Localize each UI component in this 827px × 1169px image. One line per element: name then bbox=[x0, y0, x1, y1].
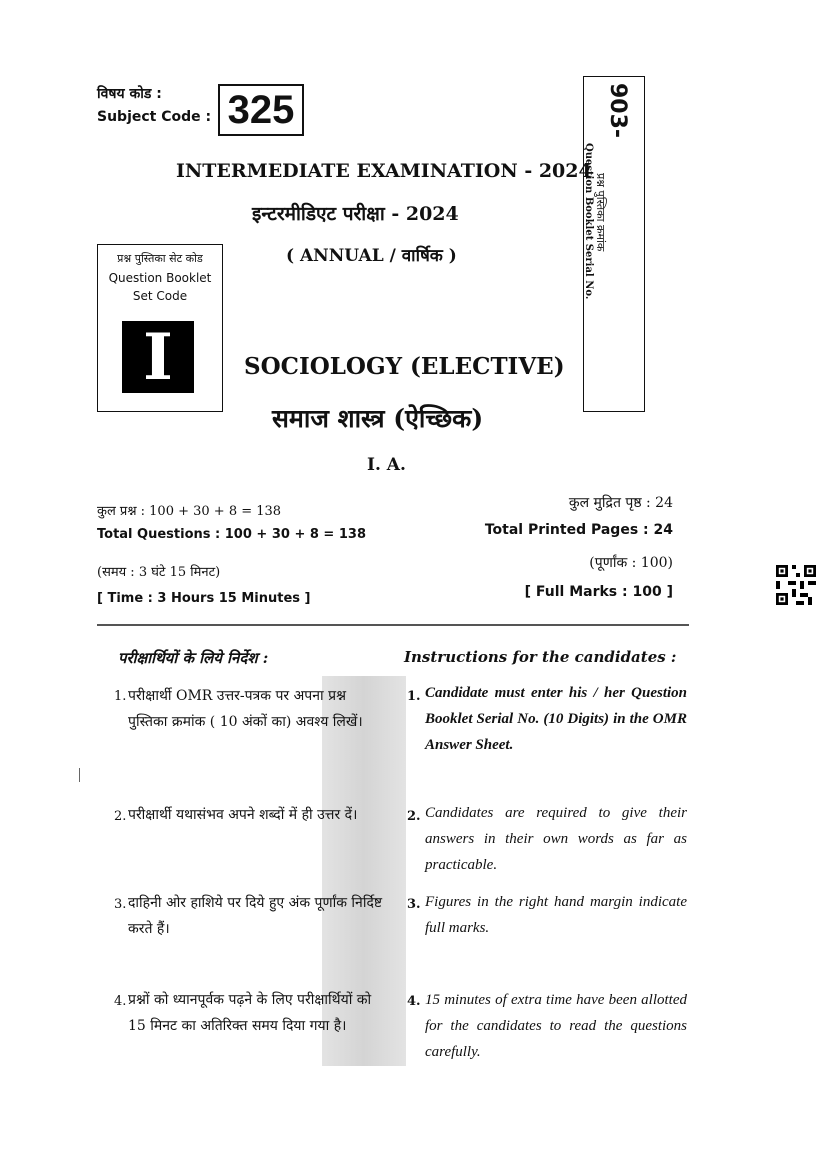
subject-name-en: SOCIOLOGY (ELECTIVE) bbox=[244, 353, 565, 380]
time-en: [ Time : 3 Hours 15 Minutes ] bbox=[97, 591, 311, 606]
full-marks-hi: (पूर्णांक : 100) bbox=[589, 555, 673, 571]
serial-number: 903- bbox=[605, 83, 630, 139]
instruction-1-hi: परीक्षार्थी OMR उत्तर-पत्रक पर अपना प्रश्न पुस्तिका क्रमांक ( 10 अंकों का) अवश्य लिखें। bbox=[128, 688, 363, 730]
instruction-4-en: 15 minutes of extra time have been allotted for the candidates to read the questions carefully. bbox=[425, 992, 687, 1060]
serial-label-en: Question Booklet Serial No. bbox=[583, 143, 594, 300]
instruction-2-num-en: 2. bbox=[407, 809, 421, 824]
instructions-heading-en: Instructions for the candidates : bbox=[404, 648, 677, 666]
margin-mark bbox=[79, 768, 80, 782]
full-marks-en: [ Full Marks : 100 ] bbox=[524, 584, 673, 600]
instruction-3-hi: दाहिनी ओर हाशिये पर दिये हुए अंक पूर्णांक निर्दिष्ट करते हैं। bbox=[128, 895, 383, 937]
instruction-2-en: Candidates are required to give their answers in their own words as far as practicable. bbox=[425, 805, 687, 873]
total-questions-en: Total Questions : 100 + 30 + 8 = 138 bbox=[97, 527, 366, 542]
set-code-label-en-2: Set Code bbox=[132, 289, 188, 303]
serial-box bbox=[583, 76, 645, 412]
instruction-3-num-en: 3. bbox=[407, 897, 421, 912]
instruction-1-num-en: 1. bbox=[407, 689, 421, 704]
printed-pages-en: Total Printed Pages : 24 bbox=[484, 522, 673, 538]
subject-code-box: 325 bbox=[218, 84, 304, 136]
instructions-heading-hi: परीक्षार्थियों के लिये निर्देश : bbox=[118, 649, 269, 667]
subject-code-label-en: Subject Code : bbox=[97, 109, 212, 125]
serial-label-hi: प्रश्न पुस्तिका क्रमांक bbox=[594, 173, 607, 252]
booklet-set-box bbox=[97, 244, 223, 412]
stream: I. A. bbox=[367, 455, 406, 475]
total-questions-hi: कुल प्रश्न : 100 + 30 + 8 = 138 bbox=[97, 504, 282, 519]
subject-name-hi: समाज शास्त्र (ऐच्छिक) bbox=[272, 404, 484, 433]
divider bbox=[97, 624, 689, 626]
qr-code-icon bbox=[776, 565, 816, 605]
instruction-3-en: Figures in the right hand margin indicate full marks. bbox=[425, 894, 687, 936]
set-code-value: I bbox=[122, 321, 194, 393]
exam-title-hi: इन्टरमीडिएट परीक्षा - 2024 bbox=[252, 203, 459, 225]
set-code-label-hi: प्रश्न पुस्तिका सेट कोड bbox=[117, 252, 203, 265]
instruction-4-num-en: 4. bbox=[407, 994, 421, 1009]
printed-pages-hi: कुल मुद्रित पृष्ठ : 24 bbox=[568, 495, 673, 511]
instruction-4-num-hi: 4. bbox=[114, 994, 127, 1009]
time-hi: (समय : 3 घंटे 15 मिनट) bbox=[97, 565, 221, 580]
instruction-1-en: Candidate must enter his / her Question Booklet Serial No. (10 Digits) in the OMR Answer Sheet. bbox=[425, 685, 687, 753]
instruction-1-num-hi: 1. bbox=[114, 689, 127, 704]
instruction-2-hi: परीक्षार्थी यथासंभव अपने शब्दों में ही उत्तर दें। bbox=[128, 807, 358, 823]
exam-title-en: INTERMEDIATE EXAMINATION - 2024 bbox=[176, 160, 592, 182]
exam-session: ( ANNUAL / वार्षिक ) bbox=[286, 246, 457, 266]
subject-code-label-hi: विषय कोड : bbox=[97, 86, 162, 102]
instruction-4-hi: प्रश्नों को ध्यानपूर्वक पढ़ने के लिए परीक्षार्थियों को 15 मिनट का अतिरिक्त समय दिया गया है। bbox=[128, 992, 372, 1034]
instruction-3-num-hi: 3. bbox=[114, 897, 127, 912]
set-code-label-en-1: Question Booklet bbox=[108, 271, 212, 285]
instruction-2-num-hi: 2. bbox=[114, 809, 127, 824]
